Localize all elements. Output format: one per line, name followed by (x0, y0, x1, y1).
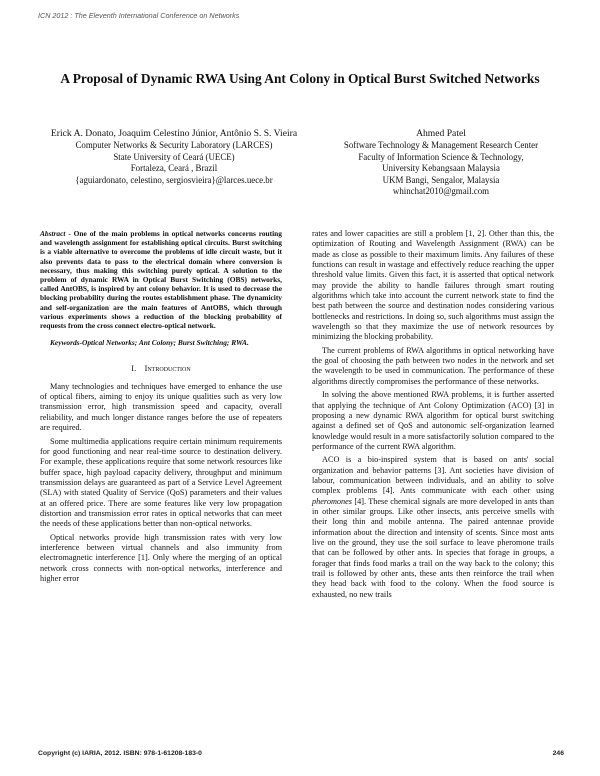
paragraph: rates and lower capacities are still a problem [1, 2]. Other than this, the optimization of Routing and Wavelength Assignment (RWA) can be made as close as possible to their maximum limits. Any failures of these functions can result in wastage and effectively reduce reaching the upper threshold value limits. Given this fact, it is asserted that optical network may provide the ability to handle failures through smart routing algorithms which take into account the current network state to find the best path between the source and destination nodes considering various bottlenecks and restrictions. In doing so, such algorithms must assign the wavelength so that they maximize the use of network resources by minimizing the blocking probability. (312, 229, 554, 342)
footer-copyright: Copyright (c) IARIA, 2012. ISBN: 978-1-61208-183-0 (38, 750, 202, 757)
affiliation-line: Fortaleza, Ceará , Brazil (130, 163, 218, 174)
author-names-left: Erick A. Donato, Joaquim Celestino Júnior, Antônio S. S. Vieira (50, 128, 298, 139)
affiliation-line: Faculty of Information Science & Technology, (358, 151, 524, 162)
paper-title: A Proposal of Dynamic RWA Using Ant Colony in Optical Burst Switched Networks (60, 71, 540, 86)
paragraph: ACO is a bio-inspired system that is based on ants' social organization and behavior patterns [3]. Ant societies have division of labour, communication between individuals, and an ability to solve complex problems [4]. Ants communicate with each other using pheromones [4]. These chemical signals are more developed in ants than in other similar groups. Like other insects, ants perceive smells with their long thin and mobile antenna. The paired antennae provide information about the direction and intensity of scents. Since most ants live on the ground, they use the soil surface to leave pheromone trails that can be followed by other ants. In species that forage in groups, a forager that finds food marks a trail on the way back to the colony; this trail is followed by other ants, these ants then reinforce the trail when they head back with food to the colony. When the food source is exhausted, no new trails (312, 455, 554, 599)
paragraph: Some multimedia applications require certain minimum requirements for good functioning and near real-time source to destination delivery. For example, these applications require that some network resources like buffer space, high payload capacity delivery, throughput and minimum transmission delays are guaranteed as part of a Service Level Agreement (SLA) with stated Quality of Service (QoS) parameters and their values at an offered price. There are some features like very low propagation distortion and transmission error rates in optical networks that can meet the needs of these applications better than non-optical networks. (40, 436, 282, 529)
running-header: ICN 2012 : The Eleventh International Conference on Networks (38, 11, 240, 20)
paragraph: In solving the above mentioned RWA problems, it is further asserted that applying the technique of Ant Colony Optimization (ACO) [3] in proposing a new dynamic RWA algorithm for optical burst switching against a defined set of QoS and autonomic self-organization learned knowledge would result in a more satisfactorily solution compared to the performance of the current RWA algorithm. (312, 390, 554, 451)
affiliation-line: University Kebangsaan Malaysia (382, 163, 500, 174)
paragraph: Optical networks provide high transmission rates with very low interference between virtual channels and also immunity from electromagnetic interference [1]. Only where the merging of an optical network cross connects with non-optical networks, interference and higher error (40, 532, 282, 583)
affiliation-line: Software Technology & Management Research Center (343, 140, 539, 151)
author-names-right: Ahmed Patel (416, 128, 466, 139)
abstract (40, 229, 282, 330)
affiliation-line: UKM Bangi, Sengalor, Malaysia (382, 174, 500, 185)
affiliation-line: State University of Ceará (UECE) (113, 151, 235, 162)
page-number: 246 (552, 750, 564, 757)
author-block-left (50, 128, 298, 186)
author-email-left: {aguiardonato, celestino, sergiosvieira}@larces.uece.br (75, 174, 273, 185)
author-email-right: whinchat2010@gmail.com (392, 186, 490, 197)
left-column (40, 229, 282, 587)
paragraph: The current problems of RWA algorithms in optical networking have the goal of choosing the path between two nodes in the network and set the wavelength to be used in communication. The performance of these algorithms directly compromises the performance of these networks. (312, 345, 554, 386)
keywords: Keywords-Optical Networks; Ant Colony; Burst Switching; RWA. (50, 338, 249, 348)
abstract-text: - One of the main problems in optical networks concerns routing and wavelength assignment for establishing optical circuits. Burst switching is a viable alternative to overcome the problems of idle circuit waste, but it also prevents data to pass to the electrical domain where conversion is necessary, thus making this switching purely optical. A solution to the problem of dynamic RWA in Optical Burst Switching (OBS) networks, called AntOBS, is inspired by ant colony behavior. It is used to decrease the blocking probability during the routes establishment phase. The dynamicity and self-organization are the main features of AntOBS, which through various experiments shows a reduction of the blocking probability of requests from the cross connect electro-optical network. (40, 229, 282, 331)
affiliation-line: Computer Networks & Security Laboratory (LARCES) (75, 140, 273, 151)
author-block-right (312, 128, 570, 197)
emphasized-term: pheromones (312, 496, 353, 506)
section-title: Introduction (144, 364, 191, 374)
paragraph: Many technologies and techniques have emerged to enhance the use of optical fibers, aiming to enjoy its unique qualities such as very low transmission error, high transmission speed and capacity, overall reliability, and much longer distance ranges before the use of repeaters are required. (40, 381, 282, 433)
section-number: I. (131, 364, 137, 374)
abstract-label: Abstract (40, 229, 66, 238)
section-heading (40, 364, 282, 374)
right-column (312, 229, 554, 603)
